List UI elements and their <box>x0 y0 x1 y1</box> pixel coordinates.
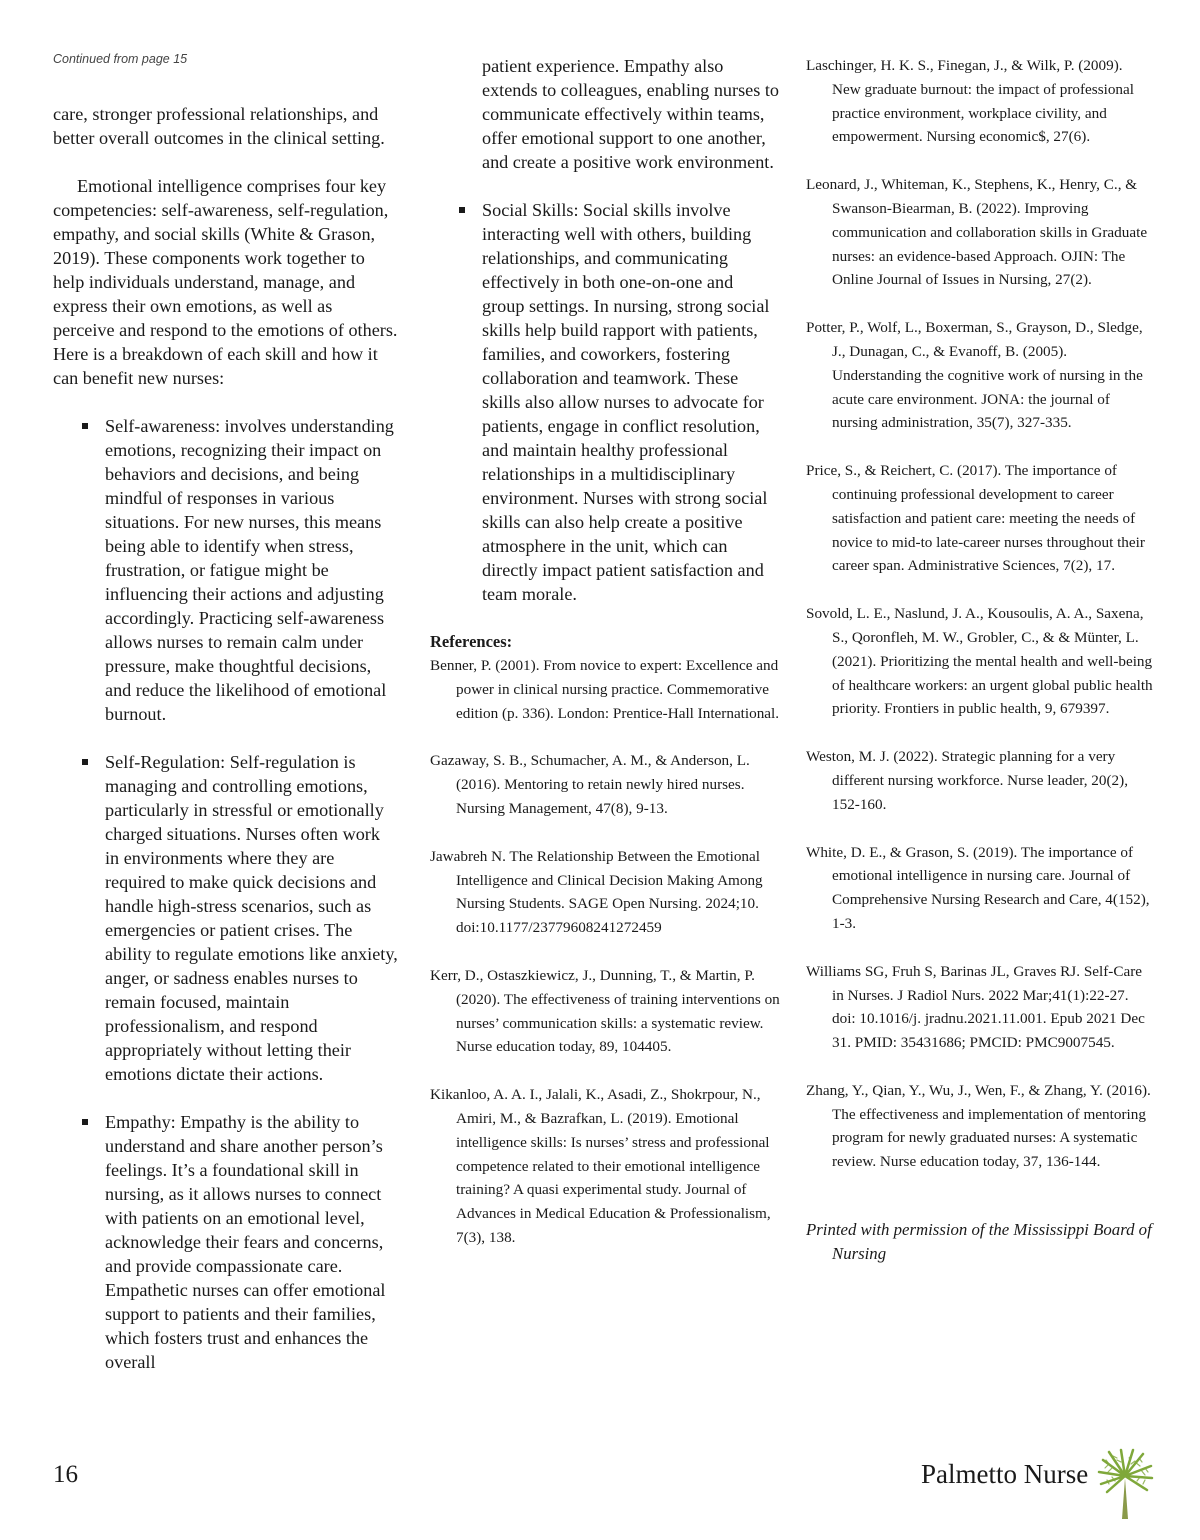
references-heading: References: <box>430 632 513 651</box>
right-column <box>806 54 1154 1266</box>
competency-list <box>53 414 398 1374</box>
reference-entry: Sovold, L. E., Naslund, J. A., Kousoulis, A. A., Saxena, S., Qoronfleh, M. W., Grobler, C., & & Münter, L. (2021). Prioritizing the mental health and well-being of healthcare workers: an urgent global public health priority. Frontiers in public health, 9, 679397. <box>806 605 1153 718</box>
list-item-continuation <box>430 54 780 174</box>
reference-entry: Williams SG, Fruh S, Barinas JL, Graves RJ. Self-Care in Nurses. J Radiol Nurs. 2022 Mar;41(1):22-27. doi: 10.1016/j. jradnu.2021.11.001. Epub 2021 Dec 31. PMID: 35431686; PMCID: PMC9007545. <box>806 962 1145 1052</box>
reference-entry: Price, S., & Reichert, C. (2017). The importance of continuing professional development to career satisfaction and patient care: meeting the needs of novice to mid-to late-career nurses throughout their career span. Administrative Sciences, 7(2), 17. <box>806 462 1145 575</box>
middle-column <box>430 54 780 1274</box>
reference-entry: Weston, M. J. (2022). Strategic planning for a very different nursing workforce. Nurse leader, 20(2), 152-160. <box>806 748 1128 813</box>
list-item-text: patient experience. Empathy also extends to colleagues, enabling nurses to communicate effectively within teams, offer emotional support to one another, and create a positive work environment. <box>482 56 779 172</box>
reference-entry: Kerr, D., Ostaszkiewicz, J., Dunning, T., & Martin, P. (2020). The effectiveness of training interventions on nurses’ communication skills: a systematic review. Nurse education today, 89, 104405. <box>430 966 780 1056</box>
continued-list <box>430 54 780 606</box>
square-bullet-icon <box>82 1119 88 1125</box>
left-column <box>53 102 398 1398</box>
reference-entry: Potter, P., Wolf, L., Boxerman, S., Grayson, D., Sledge, J., Dunagan, C., & Evanoff, B. (2005). Understanding the cognitive work of nursing in the acute care environment. JONA: the journal of nursing administration, 35(7), 327-335. <box>806 319 1143 432</box>
publication-name: Palmetto Nurse <box>921 1459 1089 1489</box>
list-item <box>53 1110 398 1374</box>
paragraph: care, stronger professional relationships, and better overall outcomes in the clinical setting. <box>53 104 385 148</box>
reference-entry: Laschinger, H. K. S., Finegan, J., & Wilk, P. (2009). New graduate burnout: the impact of professional practice environment, workplace civility, and empowerment. Nursing economic$, 27(6). <box>806 57 1134 146</box>
list-item <box>430 198 780 606</box>
continued-note: Continued from page 15 <box>53 52 188 66</box>
page-number: 16 <box>53 1461 78 1488</box>
reference-entry: Benner, P. (2001). From novice to expert: Excellence and power in clinical nursing practice. Commemorative edition (p. 336). London: Prentice-Hall International. <box>430 657 780 722</box>
reference-entry: Jawabreh N. The Relationship Between the Emotional Intelligence and Clinical Decision Making Among Nursing Students. SAGE Open Nursing. 2024;10. doi:10.1177/23779608241272459 <box>430 847 763 937</box>
square-bullet-icon <box>82 423 88 429</box>
palmetto-tree-icon <box>1095 1448 1155 1520</box>
permission-note: Printed with permission of the Mississippi Board of Nursing <box>806 1220 1152 1264</box>
square-bullet-icon <box>82 759 88 765</box>
list-item-text: Social Skills: Social skills involve interacting well with others, building relationships, and communicating effectively in both one-on-one and group settings. In nursing, strong social skills help build rapport with patients, families, and coworkers, fostering collaboration and teamwork. These skills also allow nurses to advocate for patients, engage in conflict resolution, and maintain healthy professional relationships in a multidisciplinary environment. Nurses with strong social skills can also help create a positive atmosphere in the unit, which can directly impact patient satisfaction and team morale. <box>482 200 770 604</box>
list-item-text: Empathy: Empathy is the ability to understand and share another person’s feelings. It’s a foundational skill in nursing, as it allows nurses to connect with patients on an emotional level, acknowledge their fears and concerns, and provide compassionate care. Empathetic nurses can offer emotional support to patients and their families, which fosters trust and enhances the overall <box>105 1112 386 1372</box>
reference-entry: Kikanloo, A. A. I., Jalali, K., Asadi, Z., Shokrpour, N., Amiri, M., & Bazrafkan, L. (2019). Emotional intelligence skills: Is nurses’ stress and professional competence related to their emotional intelligence training? A quasi experimental study. Journal of Advances in Medical Education & Professionalism, 7(3), 138. <box>430 1086 771 1246</box>
reference-entry: Zhang, Y., Qian, Y., Wu, J., Wen, F., & Zhang, Y. (2016). The effectiveness and implementation of mentoring program for newly graduated nurses: A systematic review. Nurse education today, 37, 136-144. <box>806 1081 1151 1171</box>
reference-entry: Leonard, J., Whiteman, K., Stephens, K., Henry, C., & Swanson-Biearman, B. (2022). Improving communication and collaboration skills in Graduate nurses: an evidence-based Approach. OJIN: The Online Journal of Issues in Nursing, 27(2). <box>806 176 1148 289</box>
reference-entry: Gazaway, S. B., Schumacher, A. M., & Anderson, L. (2016). Mentoring to retain newly hired nurses. Nursing Management, 47(8), 9-13. <box>430 752 750 817</box>
list-item-text: Self-Regulation: Self-regulation is managing and controlling emotions, particularly in stressful or emotionally charged situations. Nurses often work in environments where they are required to make quick decisions and handle high-stress scenarios, such as emergencies or patient crises. The ability to regulate emotions like anxiety, anger, or sadness enables nurses to remain focused, maintain professionalism, and respond appropriately without letting their emotions dictate their actions. <box>105 752 398 1084</box>
reference-entry: White, D. E., & Grason, S. (2019). The importance of emotional intelligence in nursing care. Journal of Comprehensive Nursing Research and Care, 4(152), 1-3. <box>806 843 1150 932</box>
square-bullet-icon <box>459 207 465 213</box>
list-item-text: Self-awareness: involves understanding emotions, recognizing their impact on behaviors and decisions, and being mindful of responses in various situations. For new nurses, this means being able to identify when stress, frustration, or fatigue might be influencing their actions and adjusting accordingly. Practicing self-awareness allows nurses to remain calm under pressure, make thoughtful decisions, and reduce the likelihood of emotional burnout. <box>105 416 394 724</box>
list-item <box>53 750 398 1086</box>
paragraph: Emotional intelligence comprises four key competencies: self-awareness, self-regulation, empathy, and social skills (White & Grason, 2019). These components work together to help individuals understand, manage, and express their own emotions, as well as perceive and respond to the emotions of others. Here is a breakdown of each skill and how it can benefit new nurses: <box>53 176 398 388</box>
list-item <box>53 414 398 726</box>
